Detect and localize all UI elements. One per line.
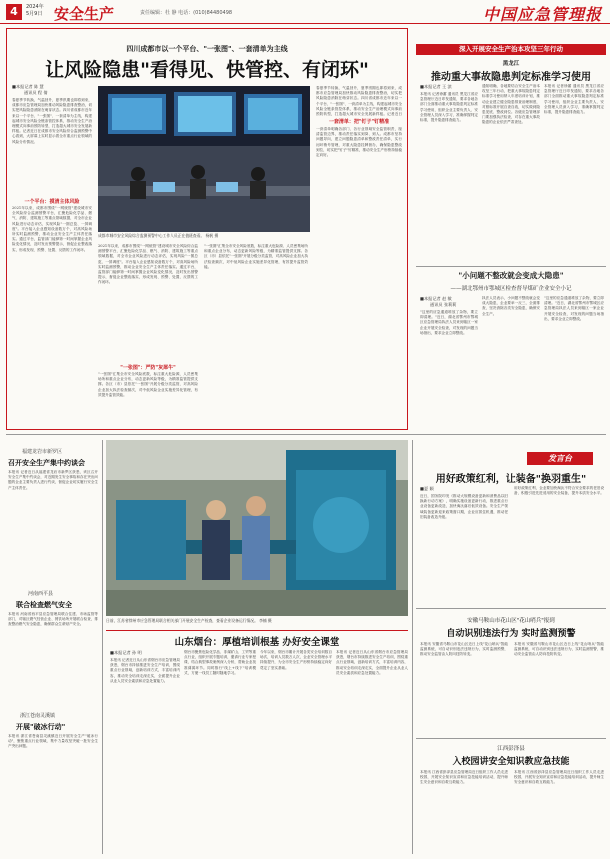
issue-date: 2024年 5月9日 [26,4,44,17]
main-body-col1b: 2021年以来，成都市围绕"一网统管"建设城市安全风险综合监测预警平台，汇聚危险化学品、燃气、消防、建筑施工等重点领域数据，对全市企业风险进行动态评估，实现风险"一图总览、一屏调度"。平台接入企业感知设备数万个，对高风险场所实时监测预警，推动企业安全生产主体责任落实。通过平台，监管部门能够第一时间掌握企业风险变化情况，及时发出预警提示，督促企业整改落实，形成发现、预警、处置、反馈的工作闭环。 [12,206,92,252]
right-quote-title: "小问题不整改就会变成大隐患" [458,271,564,280]
main-byline: ■本报记者 陈 慧 通讯员 程 倩 [12,84,48,95]
right-province: 黑龙江 [502,61,520,67]
right-divider-2 [416,608,606,609]
right-divider [416,266,606,267]
main-subhead-3: 一套清单：把"钉子"钉精准 [328,119,390,125]
right-byline: ■本报记者 王 滨 [420,84,452,89]
main-body-col4: 一套清单明确各部门、各行业领域安全监管职责，厘清监管边界，推动责任落实到岗、到人。成都市坚持问题导向，建立问题隐患清单和整改责任清单，实行闭环销号管理，对重大隐患挂牌督办，确保隐患整改到位，切实把"钉子"钉精准，推动安全生产形势持续稳定向好。 [316,127,402,158]
right-headline: 推动重大事故隐患判定标准学习使用 [431,72,591,83]
section-title: 安全生产 [54,5,115,23]
main-body-col4a: 春夏季节转换，气温回升，夏季汛期也即将到来，成都市应急管理局加快推动风险隐患排查整治，切实把风险隐患消除在萌芽状态。四川省成都市近年来以一个平台、"一张图"、一套清单为主线，构建起城市安全风险全链条管控体系，推动安全生产治理模式向事前预防转型，打造超大城市安全发展新样板。记者近日 [316,86,402,116]
bottom-mid-body3: 今年以来，烟台市累计开展各类安全培训数百场次，培训人员数万人次，企业安全管理水平持续提升，为全市安全生产形势持续稳定向好奠定了坚实基础。 [260,650,332,670]
bottom-mid-body1: 本报讯 记者近日从山东省烟台市应急管理局获悉，烟台市持续推进安全生产培训，围绕重点行业领域，创新培训方式，丰富培训内容，推动安全培训走深走实，全面提升企业从业人员安全素质和应急处置能力。 [110,658,180,683]
newspaper-masthead: 中国应急管理报 [482,5,602,24]
sentinel-body2: 本报讯 安徽省马鞍山市花山区近日上线"花山哨兵"智能监测系统，可自动识别违法违规行为，实时监测预警，推动安全监管由人防向技防转变。 [514,642,604,657]
brief3-body: 本报讯 浙江省苍南县灵溪镇近日开展安全生产"破冰行动"，聚焦重点行业领域，集中力量攻坚突破一批安全生产突出问题。 [8,734,98,749]
right-body-col4: "这里的应急通道堆放了杂物，要立即清理。"近日，湖北省鄂州市鄂城区应急管理局执法人员来到辖区一家企业开展安全检查，对发现的问题当场指出，要求企业立即整改。 [420,310,478,335]
school-headline: 入校园讲安全知识教应急技能 [452,757,570,767]
main-kicker: 四川成都市以一个平台、"一张图"、一套清单为主线 [126,45,288,53]
inspection-photo [106,440,408,616]
sentinel-location: 安徽马鞍山市花山区"花山哨兵"报到 [467,618,555,624]
page-divider [6,434,606,435]
bottom-mid-body4: 本报讯 记者近日从山东省烟台市应急管理局获悉，烟台市持续推进安全生产培训，围绕重点行业领域，创新培训方式，丰富培训内容，推动安全培训走深走实，全面提升企业从业人员安全素质和应急处置能力。 [336,650,408,675]
main-subhead-1: 一个平台：摸清主体风险 [24,199,80,205]
forum-body1: 近日，国务院印发《推动大规模设备更新和消费品以旧换新行动方案》，明确实施设备更新行动，推进重点行业设备更新改造，加快淘汰落后低效设备。安全生产领域装备更新迎来政策窗口期，企业应抓住机遇，推动老旧装备改造升级。 [420,494,508,519]
main-headline: 让风险隐患"看得见、快管控、有闭环" [45,59,369,81]
right-body-col5: 执法人员表示，小问题不整改就会变成大隐患，企业要举一反三，全面排查，坚决消除各类安全隐患，确保安全生产。 [482,296,540,316]
main-body-col3: "一张图"汇集全市安全风险底数，标注重大危险源、人员密集场所和重点企业分布，动态更新风险等级，为精准监管提供支撑。各区（市）县依托"一张图"开展分级分类监管，对高风险企业加大执法检查频次，对中低风险企业实施差异化管理，有效提升监管效能。 [204,244,308,269]
left-col-rule [102,440,103,854]
bottom-mid-headline: 山东烟台：厚植培训根基 办好安全课堂 [174,637,340,648]
right-body-col1: 本报讯 记者徐蓄 通讯员 黑龙江省应急管理厅近日印发通知，要求各地各部门全面推动重大事故隐患判定标准学习使用，组织企业主要负责人、安全管理人员深入学习，准确掌握判定标准，提升隐患排查能力。 [420,92,478,123]
brief2-headline: 联合检查燃气安全 [16,601,72,609]
page-number: 4 [6,4,22,20]
school-location: 江西彭泽县 [497,746,525,752]
school-body2: 本报讯 江西省彭泽县应急管理局近日组织工作人员走进校园，开展安全知识宣讲和应急技能培训活动，提升师生安全意识和自救互救能力。 [514,770,604,785]
sentinel-headline: 自动识别违法行为 实时监测预警 [446,629,576,639]
brief1-headline: 召开安全生产集中约谈会 [8,459,85,467]
main-subhead-2: "一张图"：严防"灰犀牛" [120,365,176,371]
right-body-col3: 本报讯 记者徐蓄 通讯员 黑龙江省应急管理厅近日印发通知，要求各地各部门全面推动重大事故隐患判定标准学习使用，组织企业主要负责人、安全管理人员深入学习，准确掌握判定标准，提升隐患排查能力。 [544,84,604,115]
monitoring-center-photo [98,86,310,232]
right-quote-sub: ——湖北鄂州市鄂城区检查督导煤矿企业安全小记 [450,286,572,292]
right-col-rule [412,440,413,854]
mid-photo-caption: 日前，江苏省徐州市应急管理局联合相关部门开展安全生产检查，查看企业设备运行情况。 李楠 摄 [106,618,272,623]
forum-banner: 发言台 [527,452,593,465]
forum-body2: 用好政策红利，企业要加快淘汰不符合安全要求的老旧设备，积极引进先进适用的安全装备，提升本质安全水平。 [514,486,604,496]
campaign-banner: 深入开展安全生产治本攻坚三年行动 [416,44,606,55]
bottom-mid-byline: ■本报记者 孙 明 [110,650,142,655]
right-body-col2: 通知明确，各地要结合安全生产治本攻坚三年行动，把重大事故隐患判定标准学习使用纳入年度培训计划，推动企业建立健全隐患排查治理制度，对照标准开展自查自改，切实做到隐患见底、整改到位。各级应急管理部门要加强执法检查，对存在重大事故隐患的企业依法严肃查处。 [482,84,540,125]
bottom-mid-rule [106,630,408,631]
brief2-location: 河南西平县 [28,591,54,597]
right-byline-2: ■本报记者 赵 敏 通讯员 张莉莉 [420,296,457,307]
main-body-col2: 2021年以来，成都市围绕"一网统管"建设城市安全风险综合监测预警平台，汇聚危险化学品、燃气、消防、建筑施工等重点领域数据，对全市企业风险进行动态评估，实现风险"一图总览、一屏调度"。平台接入企业感知设备数万个，对高风险场所实时监测预警，推动企业安全生产主体责任落实。通过平台，监管部门能够第一时间掌握企业风险变化情况，及时发出预警提示，督促企业整改落实，形成发现、预警、处置、反馈的工作闭环。 [98,244,198,285]
main-body-col2b: "一张图"汇集全市安全风险底数，标注重大危险源、人员密集场所和重点企业分布，动态更新风险等级，为精准监管提供支撑。各区（市）县依托"一张图"开展分级分类监管，对高风险企业加大执法检查频次，对中低风险企业实施差异化管理，有效提升监管效能。 [98,372,198,397]
brief2-body: 本报讯 河南省西平县应急管理局联合住建、市场监管等部门，对辖区燃气经营企业、餐饮场所开展联合检查，排查整治燃气安全隐患，确保群众生命财产安全。 [8,612,98,627]
right-body-col6: "这里的应急通道堆放了杂物，要立即清理。"近日，湖北省鄂州市鄂城区应急管理局执法人员来到辖区一家企业开展安全检查，对发现的问题当场指出，要求企业立即整改。 [544,296,604,321]
brief1-body: 本报讯 记者近日从福建省龙岩市新罗区获悉，该区召开安全生产集中约谈会，对近期发生安全事故和存在突出问题的企业主要负责人进行约谈，督促企业切实履行安全生产主体责任。 [8,470,98,490]
page-header [0,0,610,24]
school-body1: 本报讯 江西省彭泽县应急管理局近日组织工作人员走进校园，开展安全知识宣讲和应急技能培训活动，提升师生安全意识和自救互救能力。 [420,770,508,785]
brief3-headline: 开展"破冰行动" [16,723,66,731]
main-body-col1: 春夏季节转换，气温回升，夏季汛期也即将到来，成都市应急管理局加快推动风险隐患排查整治，切实把风险隐患消除在萌芽状态。四川省成都市近年来以一个平台、"一张图"、一套清单为主线，构建起城市安全风险全链条管控体系，推动安全生产治理模式向事前预防转型，打造超大城市安全发展新样板。记者近日在成都市安全风险综合监测预警中心看到，大屏幕上实时显示着全市重点行业领域的风险分布情况。 [12,98,92,144]
brief1-location: 福建龙岩市新罗区 [22,449,63,455]
forum-byline: ■夏 颖 [420,486,434,491]
right-divider-3 [416,738,606,739]
sentinel-body1: 本报讯 安徽省马鞍山市花山区近日上线"花山哨兵"智能监测系统，可自动识别违法违规行为，实时监测预警，推动安全监管由人防向技防转变。 [420,642,508,657]
bottom-mid-body2: 烟台市聚焦危险化学品、非煤矿山、工贸等重点行业，组织开展专题培训，邀请行业专家授课，结合典型事故案例深入分析，帮助企业找准薄弱环节。同时推行"线上+线下"培训模式，方便一线员工随时随地学习。 [184,650,256,675]
forum-headline: 用好政策红利，让装备"换羽重生" [435,474,587,485]
main-photo-caption: 成都市城市安全风险综合监测预警中心工作人员正在值班查看。 杨帆 摄 [98,233,219,238]
editor-info: 责任编辑：杜 静 电话：(010)84480498 [140,10,233,16]
brief3-location: 浙江苍南灵溪镇 [20,713,56,719]
